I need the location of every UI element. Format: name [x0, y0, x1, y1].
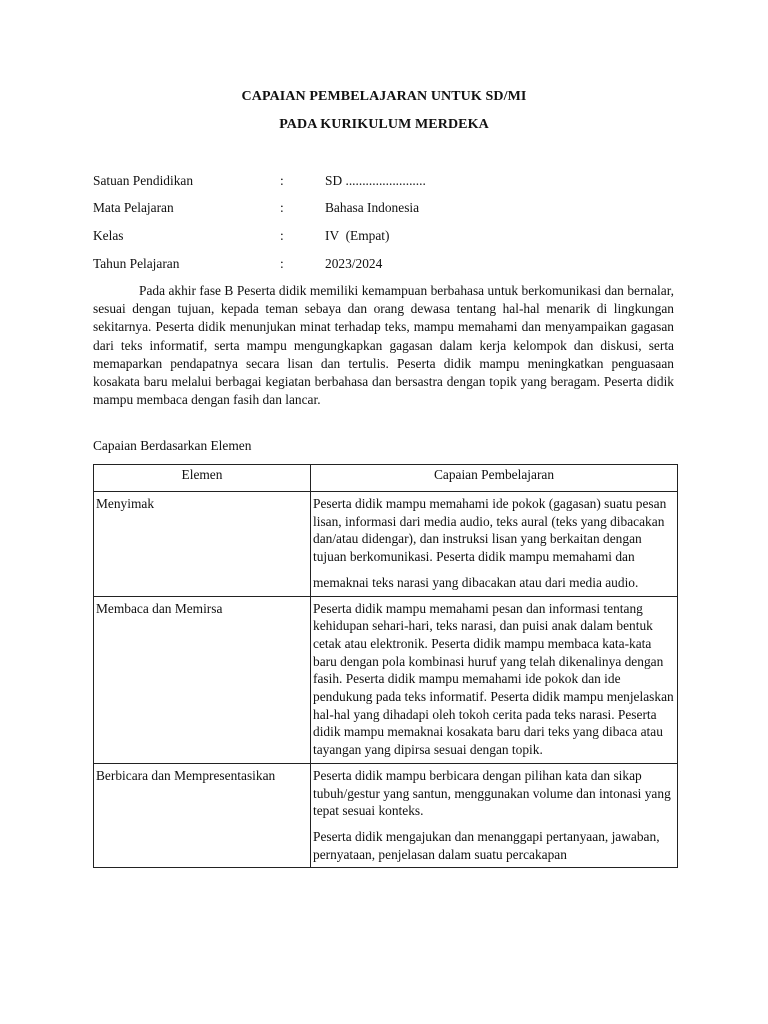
info-value: IV (Empat) [325, 228, 390, 243]
info-label: Kelas [93, 228, 124, 243]
intro-paragraph: Pada akhir fase B Peserta didik memiliki kemampuan berbahasa untuk berkomunikasi dan bernalar, sesuai dengan tujuan, kepada teman sebaya dan orang dewasa tentang hal-hal menarik di lingkungan sekitarnya. Peserta didik menunjukan minat terhadap teks, mampu memahami dan menyampaikan gagasan dari teks informatif, serta mampu mengungkapkan gagasan dalam kerja kelompok dan diskusi, serta memaparkan pendapatnya secara lisan dan tertulis. Peserta didik mampu meningkatkan penguasaan kosakata baru melalui berbagai kegiatan berbahasa dan bersastra dengan topik yang beragam. Peserta didik mampu membaca dengan fasih dan lancar. [93, 283, 674, 408]
info-colon: : [280, 256, 284, 271]
info-colon: : [280, 200, 284, 215]
header-elemen: Elemen [94, 465, 311, 492]
element-cell: Berbicara dan Mempresentasikan [94, 763, 311, 868]
info-label: Satuan Pendidikan [93, 173, 194, 188]
info-value: 2023/2024 [325, 256, 383, 271]
element-cell: Membaca dan Memirsa [94, 596, 311, 763]
info-row-kelas [93, 227, 693, 245]
info-value: SD ........................ [325, 173, 426, 188]
achievement-text: Peserta didik mampu berbicara dengan pilihan kata dan sikap tubuh/gestur yang santun, menggunakan volume dan intonasi yang tepat sesuai konteks. [313, 767, 671, 819]
document-title: CAPAIAN PEMBELAJARAN UNTUK SD/MI [241, 89, 527, 104]
achievement-cell [311, 596, 678, 763]
achievement-text: Peserta didik mengajukan dan menanggapi pertanyaan, jawaban, pernyataan, penjelasan dalam suatu percakapan [313, 828, 660, 862]
table-row [94, 763, 678, 868]
info-colon: : [280, 228, 284, 243]
achievement-cell [311, 763, 678, 868]
table-row [94, 596, 678, 763]
table-row [94, 492, 678, 597]
achievement-text: Peserta didik mampu memahami ide pokok (gagasan) suatu pesan lisan, informasi dari media audio, teks aural (teks yang dibacakan dan/atau didengar), dan instruksi lisan yang berkaitan dengan tujuan berkomunikasi. Peserta didik mampu memahami dan [313, 496, 667, 565]
element-cell: Menyimak [94, 492, 311, 597]
info-value: Bahasa Indonesia [325, 200, 420, 215]
info-label: Tahun Pelajaran [93, 256, 180, 271]
info-row-mapel [93, 199, 693, 217]
info-row-satuan [93, 172, 693, 190]
info-row-tahun [93, 255, 693, 273]
achievement-text: memaknai teks narasi yang dibacakan atau dari media audio. [313, 574, 639, 590]
achievement-cell [311, 492, 678, 597]
header-capaian: Capaian Pembelajaran [311, 465, 678, 492]
section-subheading: Capaian Berdasarkan Elemen [93, 438, 252, 453]
table-header-row [94, 465, 678, 492]
document-subtitle: PADA KURIKULUM MERDEKA [279, 117, 489, 132]
achievement-text: Peserta didik mampu memahami pesan dan informasi tentang kehidupan sehari-hari, teks narasi, dan puisi anak dalam bentuk cetak atau elektronik. Peserta didik mampu membaca kata-kata baru dengan pola kombinasi huruf yang telah dikenalinya dengan fasih. Peserta didik mampu memahami ide pokok dan ide pendukung pada teks informatif. Peserta didik mampu menjelaskan hal-hal yang dihadapi oleh tokoh cerita pada teks narasi. Peserta didik mampu memaknai kosakata baru dari teks yang dibaca atau tayangan yang dipirsa sesuai dengan topik. [313, 600, 674, 758]
info-label: Mata Pelajaran [93, 200, 174, 215]
elements-table [93, 464, 678, 868]
info-colon: : [280, 173, 284, 188]
